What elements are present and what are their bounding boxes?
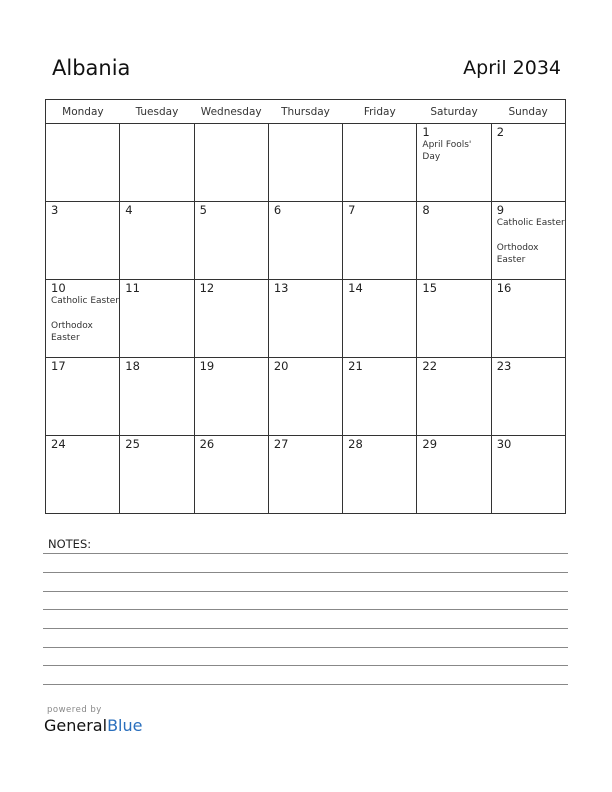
calendar-grid — [45, 99, 566, 514]
day-number: 18 — [125, 359, 140, 373]
day-number: 29 — [422, 437, 438, 451]
day-number: 15 — [422, 281, 438, 295]
note-line — [43, 591, 568, 592]
day-number: 21 — [348, 359, 363, 373]
calendar-day-cell[interactable] — [417, 280, 491, 358]
calendar-day-cell[interactable] — [268, 280, 342, 358]
calendar-day-cell[interactable] — [120, 124, 194, 202]
calendar-day-cell[interactable] — [268, 202, 342, 280]
brand-blue: Blue — [107, 716, 143, 735]
day-number: 19 — [199, 359, 215, 373]
calendar-day-cell[interactable] — [417, 124, 491, 202]
calendar-day-cell[interactable] — [343, 202, 417, 280]
calendar-day-cell[interactable] — [491, 124, 565, 202]
day-number: 4 — [125, 203, 133, 217]
day-number: 23 — [496, 359, 512, 373]
day-number: 2 — [496, 125, 505, 139]
calendar-week-row — [46, 436, 566, 514]
calendar-week-row — [46, 280, 566, 358]
day-number: 1 — [422, 125, 430, 139]
day-number: 8 — [422, 203, 430, 217]
holiday-label: Orthodox Easter — [51, 321, 93, 343]
calendar-day-cell[interactable] — [343, 358, 417, 436]
calendar-day-cell[interactable] — [120, 280, 194, 358]
calendar-day-cell[interactable] — [194, 358, 268, 436]
calendar-day-cell[interactable] — [194, 124, 268, 202]
calendar-day-cell[interactable] — [120, 202, 194, 280]
calendar-day-cell[interactable] — [120, 358, 194, 436]
day-number: 27 — [273, 437, 289, 451]
weekday-header: Thursday — [268, 100, 342, 124]
calendar-day-cell[interactable] — [194, 280, 268, 358]
calendar-day-cell[interactable] — [46, 436, 120, 514]
weekday-header: Wednesday — [194, 100, 268, 124]
note-line — [43, 609, 568, 610]
day-number: 26 — [199, 437, 215, 451]
calendar-month-year: April 2034 — [463, 57, 561, 79]
calendar-day-cell[interactable] — [46, 202, 120, 280]
calendar-day-cell[interactable] — [491, 436, 565, 514]
day-number: 20 — [273, 359, 289, 373]
day-number: 28 — [348, 437, 363, 451]
calendar-day-cell[interactable] — [194, 436, 268, 514]
weekday-header: Tuesday — [120, 100, 194, 124]
calendar-day-cell[interactable] — [491, 280, 565, 358]
calendar-day-cell[interactable] — [417, 358, 491, 436]
note-line — [43, 665, 568, 666]
day-number: 22 — [422, 359, 438, 373]
calendar-day-cell[interactable] — [343, 436, 417, 514]
notes-label: NOTES: — [48, 537, 92, 551]
calendar-week-row — [46, 358, 566, 436]
day-number: 30 — [496, 437, 512, 451]
day-number: 6 — [273, 203, 282, 217]
weekday-header: Friday — [343, 100, 417, 124]
calendar-day-cell[interactable] — [120, 436, 194, 514]
calendar-day-cell[interactable] — [194, 202, 268, 280]
note-line — [43, 647, 568, 648]
calendar-country: Albania — [52, 56, 131, 80]
calendar-day-cell[interactable] — [268, 436, 342, 514]
calendar-day-cell[interactable] — [343, 124, 417, 202]
day-number: 10 — [51, 281, 66, 295]
day-number: 25 — [125, 437, 140, 451]
calendar-day-cell[interactable] — [491, 202, 565, 280]
weekday-header: Sunday — [491, 100, 565, 124]
powered-by-text: powered by — [47, 705, 102, 715]
calendar-day-cell[interactable] — [268, 358, 342, 436]
holiday-label: April Fools' Day — [422, 140, 472, 162]
note-line — [43, 684, 568, 685]
calendar-day-cell[interactable] — [417, 436, 491, 514]
note-line — [43, 628, 568, 629]
calendar-week-row — [46, 202, 566, 280]
weekday-header-row — [46, 100, 566, 124]
calendar-week-row — [46, 124, 566, 202]
day-number: 11 — [125, 281, 140, 295]
day-number: 3 — [51, 203, 59, 217]
brand-general: General — [44, 716, 108, 735]
calendar-day-cell[interactable] — [46, 124, 120, 202]
day-number: 12 — [199, 281, 215, 295]
day-number: 14 — [348, 281, 363, 295]
holiday-label: Orthodox Easter — [496, 243, 539, 265]
calendar-day-cell[interactable] — [343, 280, 417, 358]
day-number: 5 — [199, 203, 207, 217]
day-number: 17 — [51, 359, 66, 373]
generalblue-logo[interactable] — [44, 716, 142, 735]
day-number: 7 — [348, 203, 356, 217]
day-number: 16 — [496, 281, 512, 295]
day-number: 24 — [51, 437, 66, 451]
note-line — [43, 553, 568, 554]
calendar-day-cell[interactable] — [268, 124, 342, 202]
day-number: 13 — [273, 281, 289, 295]
calendar-day-cell[interactable] — [491, 358, 565, 436]
calendar-day-cell[interactable] — [417, 202, 491, 280]
calendar-day-cell[interactable] — [46, 358, 120, 436]
holiday-label: Catholic Easter — [496, 218, 565, 228]
note-line — [43, 572, 568, 573]
weekday-header: Saturday — [417, 100, 491, 124]
calendar-day-cell[interactable] — [46, 280, 120, 358]
day-number: 9 — [496, 203, 505, 217]
holiday-label: Catholic Easter — [51, 296, 120, 306]
weekday-header: Monday — [46, 100, 120, 124]
